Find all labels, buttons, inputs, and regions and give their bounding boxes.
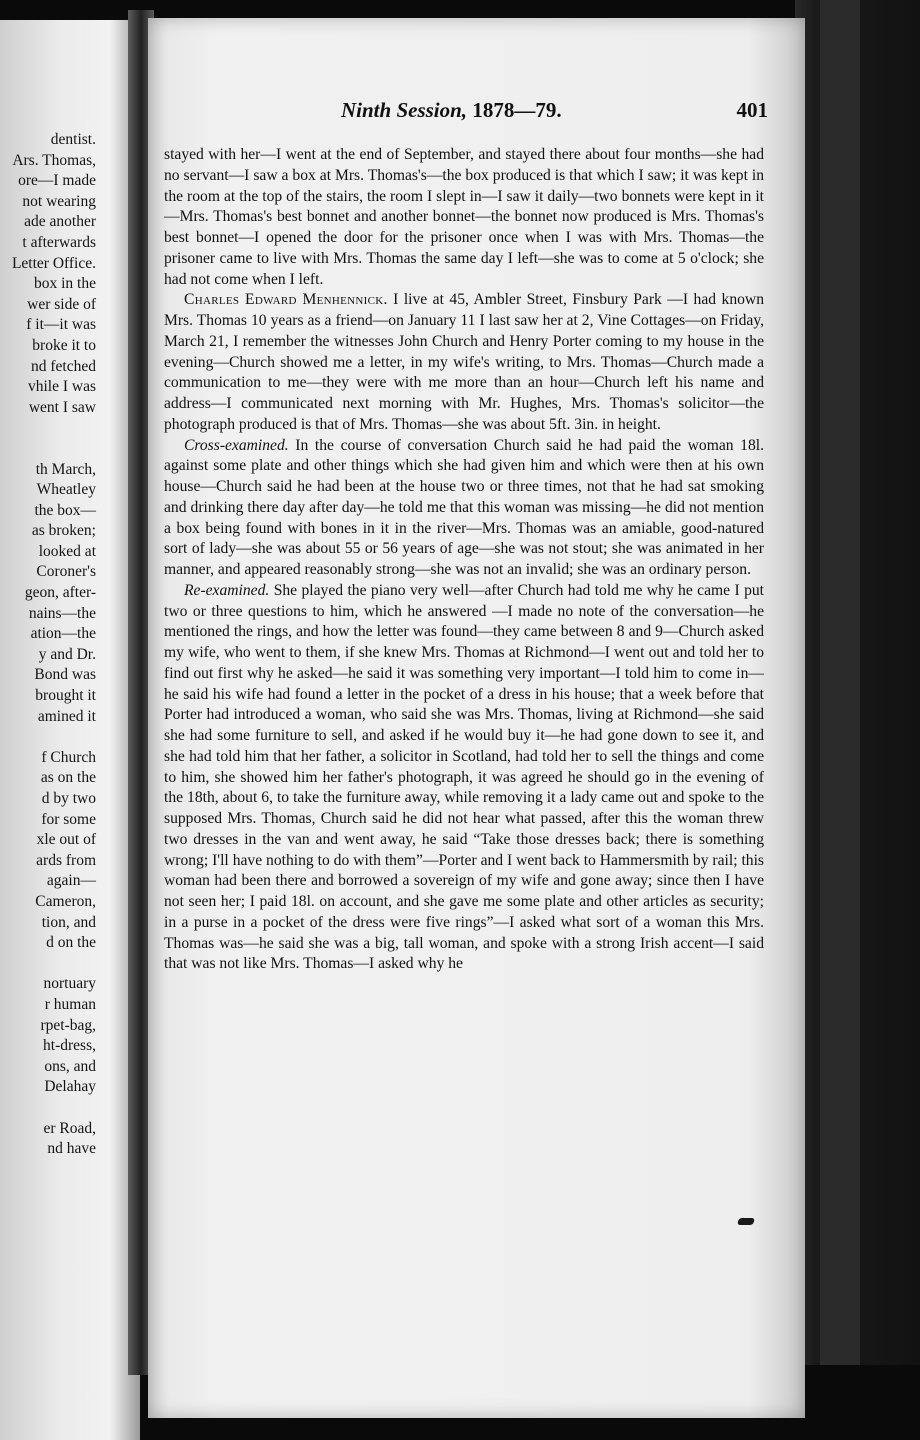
facing-page-line: Cameron, <box>35 892 96 910</box>
facing-page-line: wer side of <box>27 295 96 313</box>
paragraph-witness-menhennick <box>164 290 764 435</box>
session-title: Ninth Session, <box>341 98 468 122</box>
facing-page-line: nortuary <box>43 975 96 993</box>
facing-page-line: er Road, <box>43 1119 96 1137</box>
facing-page <box>0 20 140 1440</box>
paragraph-testimony-continued: stayed with her—I went at the end of September, and stayed there about four months—she had no servant—I saw a box at Mrs. Thomas's—the box produced is that which I saw; it was kept in the room at the top of the stairs, the room I slept in—I saw it daily—two bonnets were kept in it—Mrs. Thomas's best bonnet and another bonnet—the bonnet now produced is Mrs. Thomas's best bonnet—I opened the door for the prisoner once when I was with Mrs. Thomas—the prisoner came to live with Mrs. Thomas the same day I left—she was to come at 5 o'clock; she had not come when I left. <box>164 146 764 288</box>
facing-page-line: d by two <box>41 790 96 807</box>
facing-page-line: dentist. <box>50 131 96 148</box>
facing-page-line <box>0 439 96 460</box>
facing-page-line: amined it <box>37 707 96 725</box>
facing-page-line: d on the <box>46 934 96 952</box>
page-header <box>148 98 768 126</box>
facing-page-line: box in the <box>34 275 96 293</box>
ink-mark <box>737 1218 755 1225</box>
facing-page-line: looked at <box>38 542 96 560</box>
facing-page-line: as on the <box>40 769 96 787</box>
facing-page-line: y and Dr. <box>38 645 96 663</box>
facing-page-line: r human <box>44 995 96 1013</box>
facing-page-line: f it—it was <box>26 316 96 334</box>
facing-page-line: nd have <box>47 1140 96 1158</box>
facing-page-line: Delahay <box>44 1078 96 1096</box>
facing-page-line: went I saw <box>28 398 96 416</box>
facing-page-line: again— <box>46 872 96 890</box>
page-number: 401 <box>736 98 768 122</box>
facing-page-line: broke it to <box>32 336 96 354</box>
re-examined-text: She played the piano very well—after Church had told me why he came I put two or three questions to him, which he answered —I made no note of the conversation—he mentioned the rings, and how the letter was found—they came between 8 and 9—Church asked my wife, who went to them, if she knew Mrs. Thomas at Richmond—I went out and told her to find out first why he asked—he said it was something very important—I told him to come in—he said his wife had found a letter in the pocket of a dress in his house; that a week before that Porter had introduced a woman, who said she was Mrs. Thomas, living at Richmond—she said she had some furniture to sell, and asked if he would buy it—he had gone down to see it, and she had told him that her father, a solicitor in Scotland, had told her to sell the things and come to him, she showed him her father's photograph, it was agreed he should go in the evening of the 18th, about 6, to take the furniture away, while removing it a lady came out and spoke to the supposed Mrs. Thomas, Church said he did not hear what passed, after this the woman threw two dresses in the van and went away, he said “Take those dresses back; there is something wrong; I'll have nothing to do with them”—Porter and I went back to Hammersmith by rail; this woman had been there and borrowed a sovereign of my wife and gone away; since then I have not seen her; I paid 18l. on account, and she gave me some plate and other articles as security; in a purse in a pocket of the dress were five rings”—I asked what sort of a woman this Mrs. Thomas was—he said she was a big, tall woman, and spoke with a strong Irish accent—I said that was not like Mrs. Thomas—I asked why he <box>164 581 764 973</box>
facing-page-line: for some <box>41 810 96 828</box>
facing-page-line: t afterwards <box>22 233 96 251</box>
facing-page-line: not wearing <box>22 192 96 210</box>
facing-page-line: vhile I was <box>27 378 96 396</box>
facing-page-line: as broken; <box>31 522 96 540</box>
facing-page-line: tion, and <box>41 913 96 931</box>
scanner-band <box>820 0 860 1365</box>
paragraph-cross-examined <box>164 436 764 581</box>
facing-page-line: nd fetched <box>31 357 96 375</box>
page-body <box>164 145 764 975</box>
facing-page-line: the box— <box>34 501 96 519</box>
facing-page-line: Wheatley <box>36 481 96 499</box>
facing-page-line: th March, <box>35 460 96 478</box>
cross-examined-text: In the course of conversation Church said he had paid the woman 18l. against some plate and other things which she had given him and which were then at his own house—Church said he had been at the house two or three times, not that he had sat smoking and drinking there day after day—he told me that this woman was missing—he did not mention a box being found with bones in it in the river—Mrs. Thomas was an amiable, good-natured sort of lady—she was about 55 or 56 years of age—she was not stout; she was animated in her manner, and appeared reasonably strong—she was not an invalid; she was an ordinary person. <box>164 436 764 578</box>
facing-page-line: Coroner's <box>36 563 96 581</box>
facing-page-line: brought it <box>35 687 96 705</box>
running-head <box>341 98 562 123</box>
facing-page-line: Letter Office. <box>11 254 96 272</box>
facing-page-line: ation—the <box>30 625 96 643</box>
facing-page-line: ards from <box>36 851 96 869</box>
facing-page-line <box>0 727 96 748</box>
facing-page-line: ore—I made <box>18 172 96 190</box>
session-years: 1878—79. <box>472 98 562 122</box>
facing-page-line: ons, and <box>44 1057 96 1075</box>
facing-page-line: Bond was <box>34 666 96 684</box>
facing-page-line: geon, after- <box>24 584 96 602</box>
witness-name: Charles Edward Menhennick. <box>184 291 388 309</box>
facing-page-line <box>0 418 96 439</box>
re-examined-label: Re-examined. <box>184 581 270 599</box>
cross-examined-label: Cross-examined. <box>184 436 289 454</box>
facing-page-line: ht-dress, <box>43 1037 96 1055</box>
facing-page-line: Ars. Thomas, <box>12 151 96 169</box>
facing-page-line: xle out of <box>36 831 96 849</box>
facing-page-line: ade another <box>24 213 96 231</box>
facing-page-line: f Church <box>41 748 96 766</box>
witness-testimony: I live at 45, Ambler Street, Finsbury Park —I had known Mrs. Thomas 10 years as a friend—on January 11 I last saw her at 2, Vine Cottages—on Friday, March 21, I remember the witnesses John Church and Henry Porter coming to my house in the evening—Church showed me a letter, in my wife's writing, to Mrs. Thomas—Church made a communication to me—they were with me more than an hour—Church left his name and address—I communicated next morning with Mr. Hughes, Mrs. Thomas's solicitor—the photograph produced is that of Mrs. Thomas—she was about 5ft. 3in. in height. <box>164 291 764 433</box>
facing-page-line <box>0 954 96 975</box>
paragraph-re-examined <box>164 581 764 975</box>
facing-page-line: nains—the <box>28 604 96 622</box>
facing-page-line: rpet-bag, <box>40 1016 96 1034</box>
facing-page-text <box>0 130 96 1160</box>
facing-page-line <box>0 1098 96 1119</box>
